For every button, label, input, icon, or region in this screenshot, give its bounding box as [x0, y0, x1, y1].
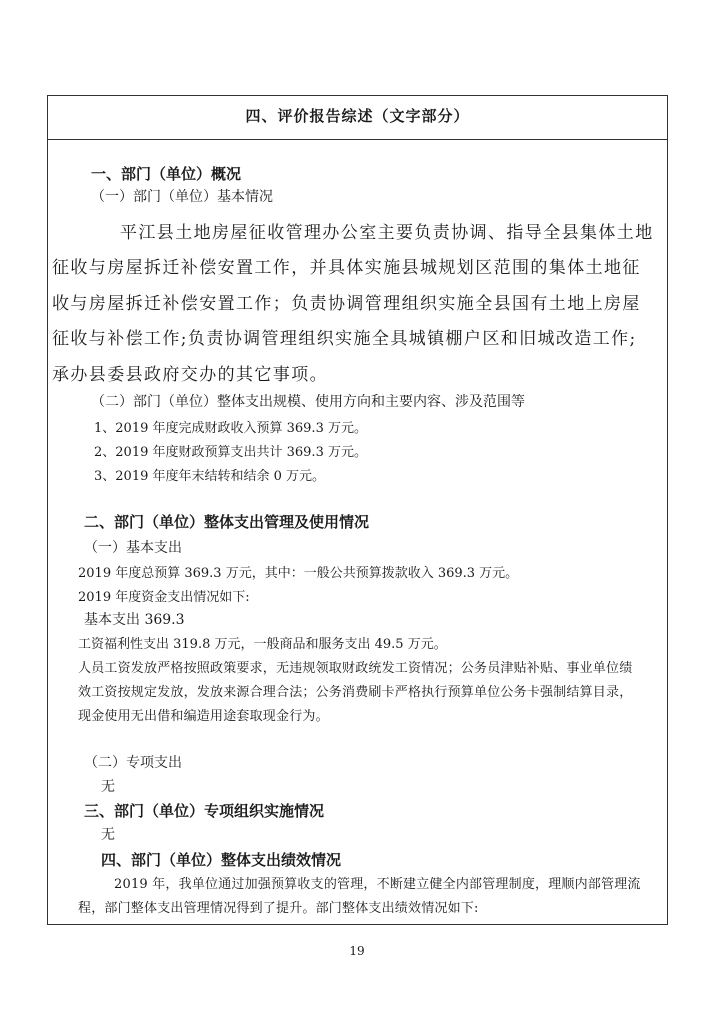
section2-line: 2019 年度资金支出情况如下: [78, 590, 250, 605]
section1-para-line: 平江县土地房屋征收管理办公室主要负责协调、指导全县集体土地 [120, 223, 654, 243]
section1-para-line: 征收与房屋拆迁补偿安置工作，并具体实施县城规划区范围的集体土地征 [52, 258, 641, 278]
section2-sub2: （二）专项支出 [84, 755, 182, 771]
section1-item: 1、2019 年度完成财政收入预算 369.3 万元。 [94, 421, 367, 436]
section3-heading: 三、部门（单位）专项组织实施情况 [84, 802, 325, 820]
section3-value: 无 [101, 827, 115, 843]
section1-para-line: 征收与补偿工作;负责协调管理组织实施全具城镇棚户区和旧城改造工作; [52, 329, 637, 349]
section4-line: 程，部门整体支出管理情况得到了提升。部门整体支出绩效情况如下: [78, 901, 479, 916]
section2-sub1: （一）基本支出 [84, 540, 182, 556]
section1-heading: 一、部门（单位）概况 [91, 165, 242, 183]
section2-heading: 二、部门（单位）整体支出管理及使用情况 [84, 513, 370, 531]
section1-item: 3、2019 年度年末结转和结余 0 万元。 [94, 469, 326, 484]
section2-line: 人员工资发放严格按照政策要求，无违规领取财政统发工资情况；公务员津贴补贴、事业单位绩 [78, 661, 633, 676]
section2-line: 现金使用无出借和编造用途套取现金行为。 [78, 709, 329, 724]
section2-line: 工资福利性支出 319.8 万元，一般商品和服务支出 49.5 万元。 [78, 637, 447, 652]
section1-sub2: （二）部门（单位）整体支出规模、使用方向和主要内容、涉及范围等 [91, 394, 525, 410]
section4-line: 2019 年，我单位通过加强预算收支的管理，不断建立健全内部管理制度，理顺内部管理流 [114, 877, 641, 892]
section4-heading: 四、部门（单位）整体支出绩效情况 [101, 851, 342, 869]
section2-line: 2019 年度总预算 369.3 万元，其中：一般公共预算拨款收入 369.3 万元。 [78, 566, 519, 581]
section1-item: 2、2019 年度财政预算支出共计 369.3 万元。 [94, 445, 367, 460]
section2-line: 效工资按规定发放，发放来源合理合法；公务消费刷卡严格执行预算单位公务卡强制结算目录， [78, 685, 633, 700]
section-title: 四、评价报告综述（文字部分） [245, 107, 470, 125]
section2-line: 基本支出 369.3 [84, 612, 185, 628]
section1-para-line: 收与房屋拆迁补偿安置工作；负责协调管理组织实施全县国有土地上房屋 [52, 294, 641, 314]
title-divider [48, 139, 667, 140]
section1-para-line: 承办县委县政府交办的其它事项。 [52, 365, 328, 385]
section2-sub2-value: 无 [101, 779, 115, 795]
section1-sub1: （一）部门（单位）基本情况 [91, 189, 273, 205]
page-number: 19 [349, 944, 365, 958]
